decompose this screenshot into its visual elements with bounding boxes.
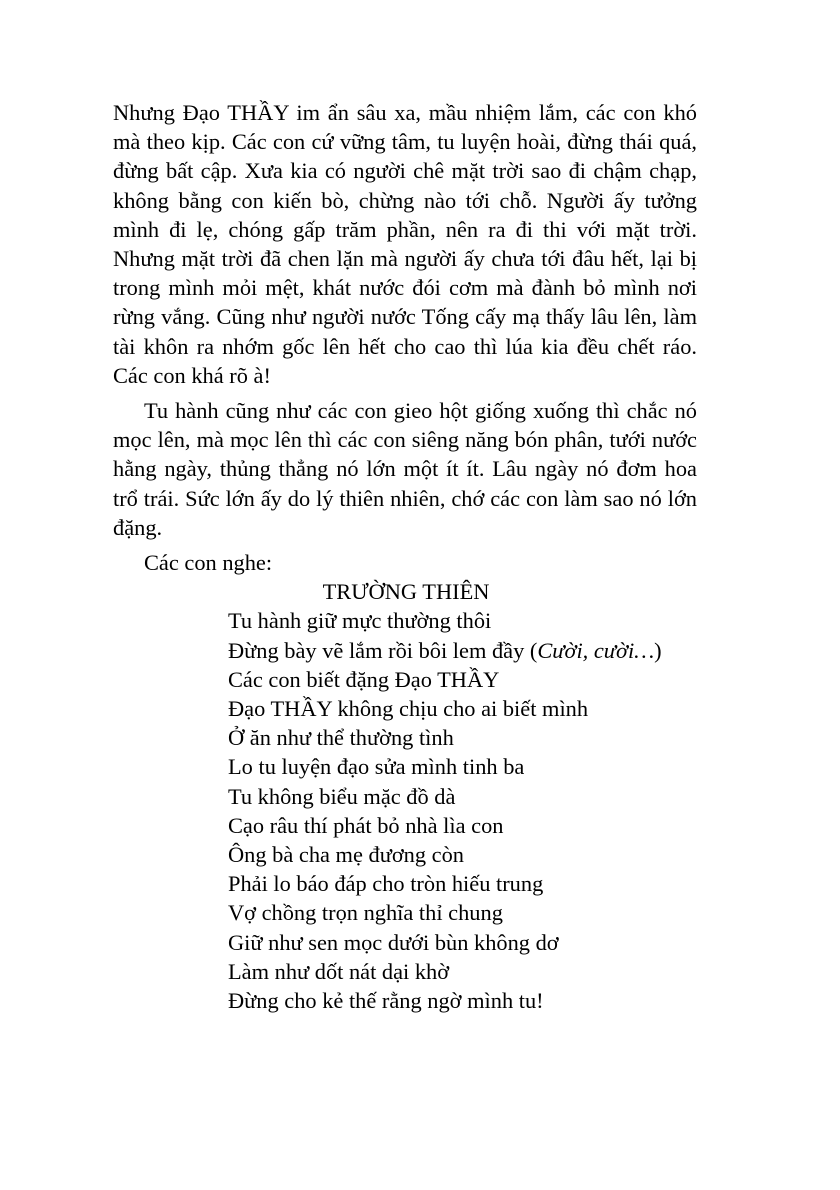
poem-line: Các con biết đặng Đạo THẦY xyxy=(228,666,500,692)
poem-line: Làm như dốt nát dại khờ xyxy=(228,958,450,984)
poem-line: Đừng cho kẻ thế rằng ngờ mình tu! xyxy=(228,988,544,1014)
poem-line: Giữ như sen mọc dưới bùn không dơ xyxy=(228,929,559,955)
document-page xyxy=(113,98,697,1015)
poem-line: Cạo râu thí phát bỏ nhà lìa con xyxy=(228,812,504,838)
poem-line: Tu không biểu mặc đồ dà xyxy=(228,783,456,809)
paragraph-2: Tu hành cũng như các con gieo hột giống xuống thì chắc nó mọc lên, mà mọc lên thì các con siêng năng bón phân, tưới nước hằng ngày, thủng thẳng nó lớn một ít ít. Lâu ngày nó đơm hoa trổ trái. Sức lớn ấy do lý thiên nhiên, chớ các con làm sao nó lớn đặng. xyxy=(113,398,697,540)
poem-line: Ở ăn như thể thường tình xyxy=(228,725,454,751)
paragraph-3: Các con nghe: xyxy=(144,550,273,576)
poem-line: Phải lo báo đáp cho tròn hiếu trung xyxy=(228,871,544,897)
poem-line-wrapped xyxy=(113,636,697,665)
poem-line-close: ) xyxy=(654,637,662,663)
poem-line-text: Đừng bày vẽ lắm rồi bôi lem đầy ( xyxy=(228,637,538,663)
poem-line: Ông bà cha mẹ đương còn xyxy=(228,842,464,868)
poem-line-italic-note: Cười, cười… xyxy=(537,637,655,663)
poem-line: Vợ chồng trọn nghĩa thỉ chung xyxy=(228,900,503,926)
poem-line: Đạo THẦY không chịu cho ai biết mình xyxy=(228,696,589,722)
paragraph-1: Nhưng Đạo THẦY im ẩn sâu xa, mầu nhiệm lắm, các con khó mà theo kịp. Các con cứ vững tâm, tu luyện hoài, đừng thái quá, đừng bất cập. Xưa kia có người chê mặt trời sao đi chậm chạp, không bằng con kiến bò, chừng nào tới chỗ. Người ấy tưởng mình đi lẹ, chóng gấp trăm phần, nên ra đi thi với mặt trời. Nhưng mặt trời đã chen lặn mà người ấy chưa tới đâu hết, lại bị trong mình mỏi mệt, khát nước đói cơm mà đành bỏ mình nơi rừng vắng. Cũng như người nước Tống cấy mạ thấy lâu lên, làm tài khôn ra nhớm gốc lên hết cho cao thì lúa kia đều chết ráo. Các con khá rõ à! xyxy=(113,100,697,388)
poem-line: Lo tu luyện đạo sửa mình tinh ba xyxy=(228,754,525,780)
poem xyxy=(113,606,697,1015)
poem-line: Tu hành giữ mực thường thôi xyxy=(228,608,492,634)
poem-title: TRƯỜNG THIÊN xyxy=(322,579,490,605)
